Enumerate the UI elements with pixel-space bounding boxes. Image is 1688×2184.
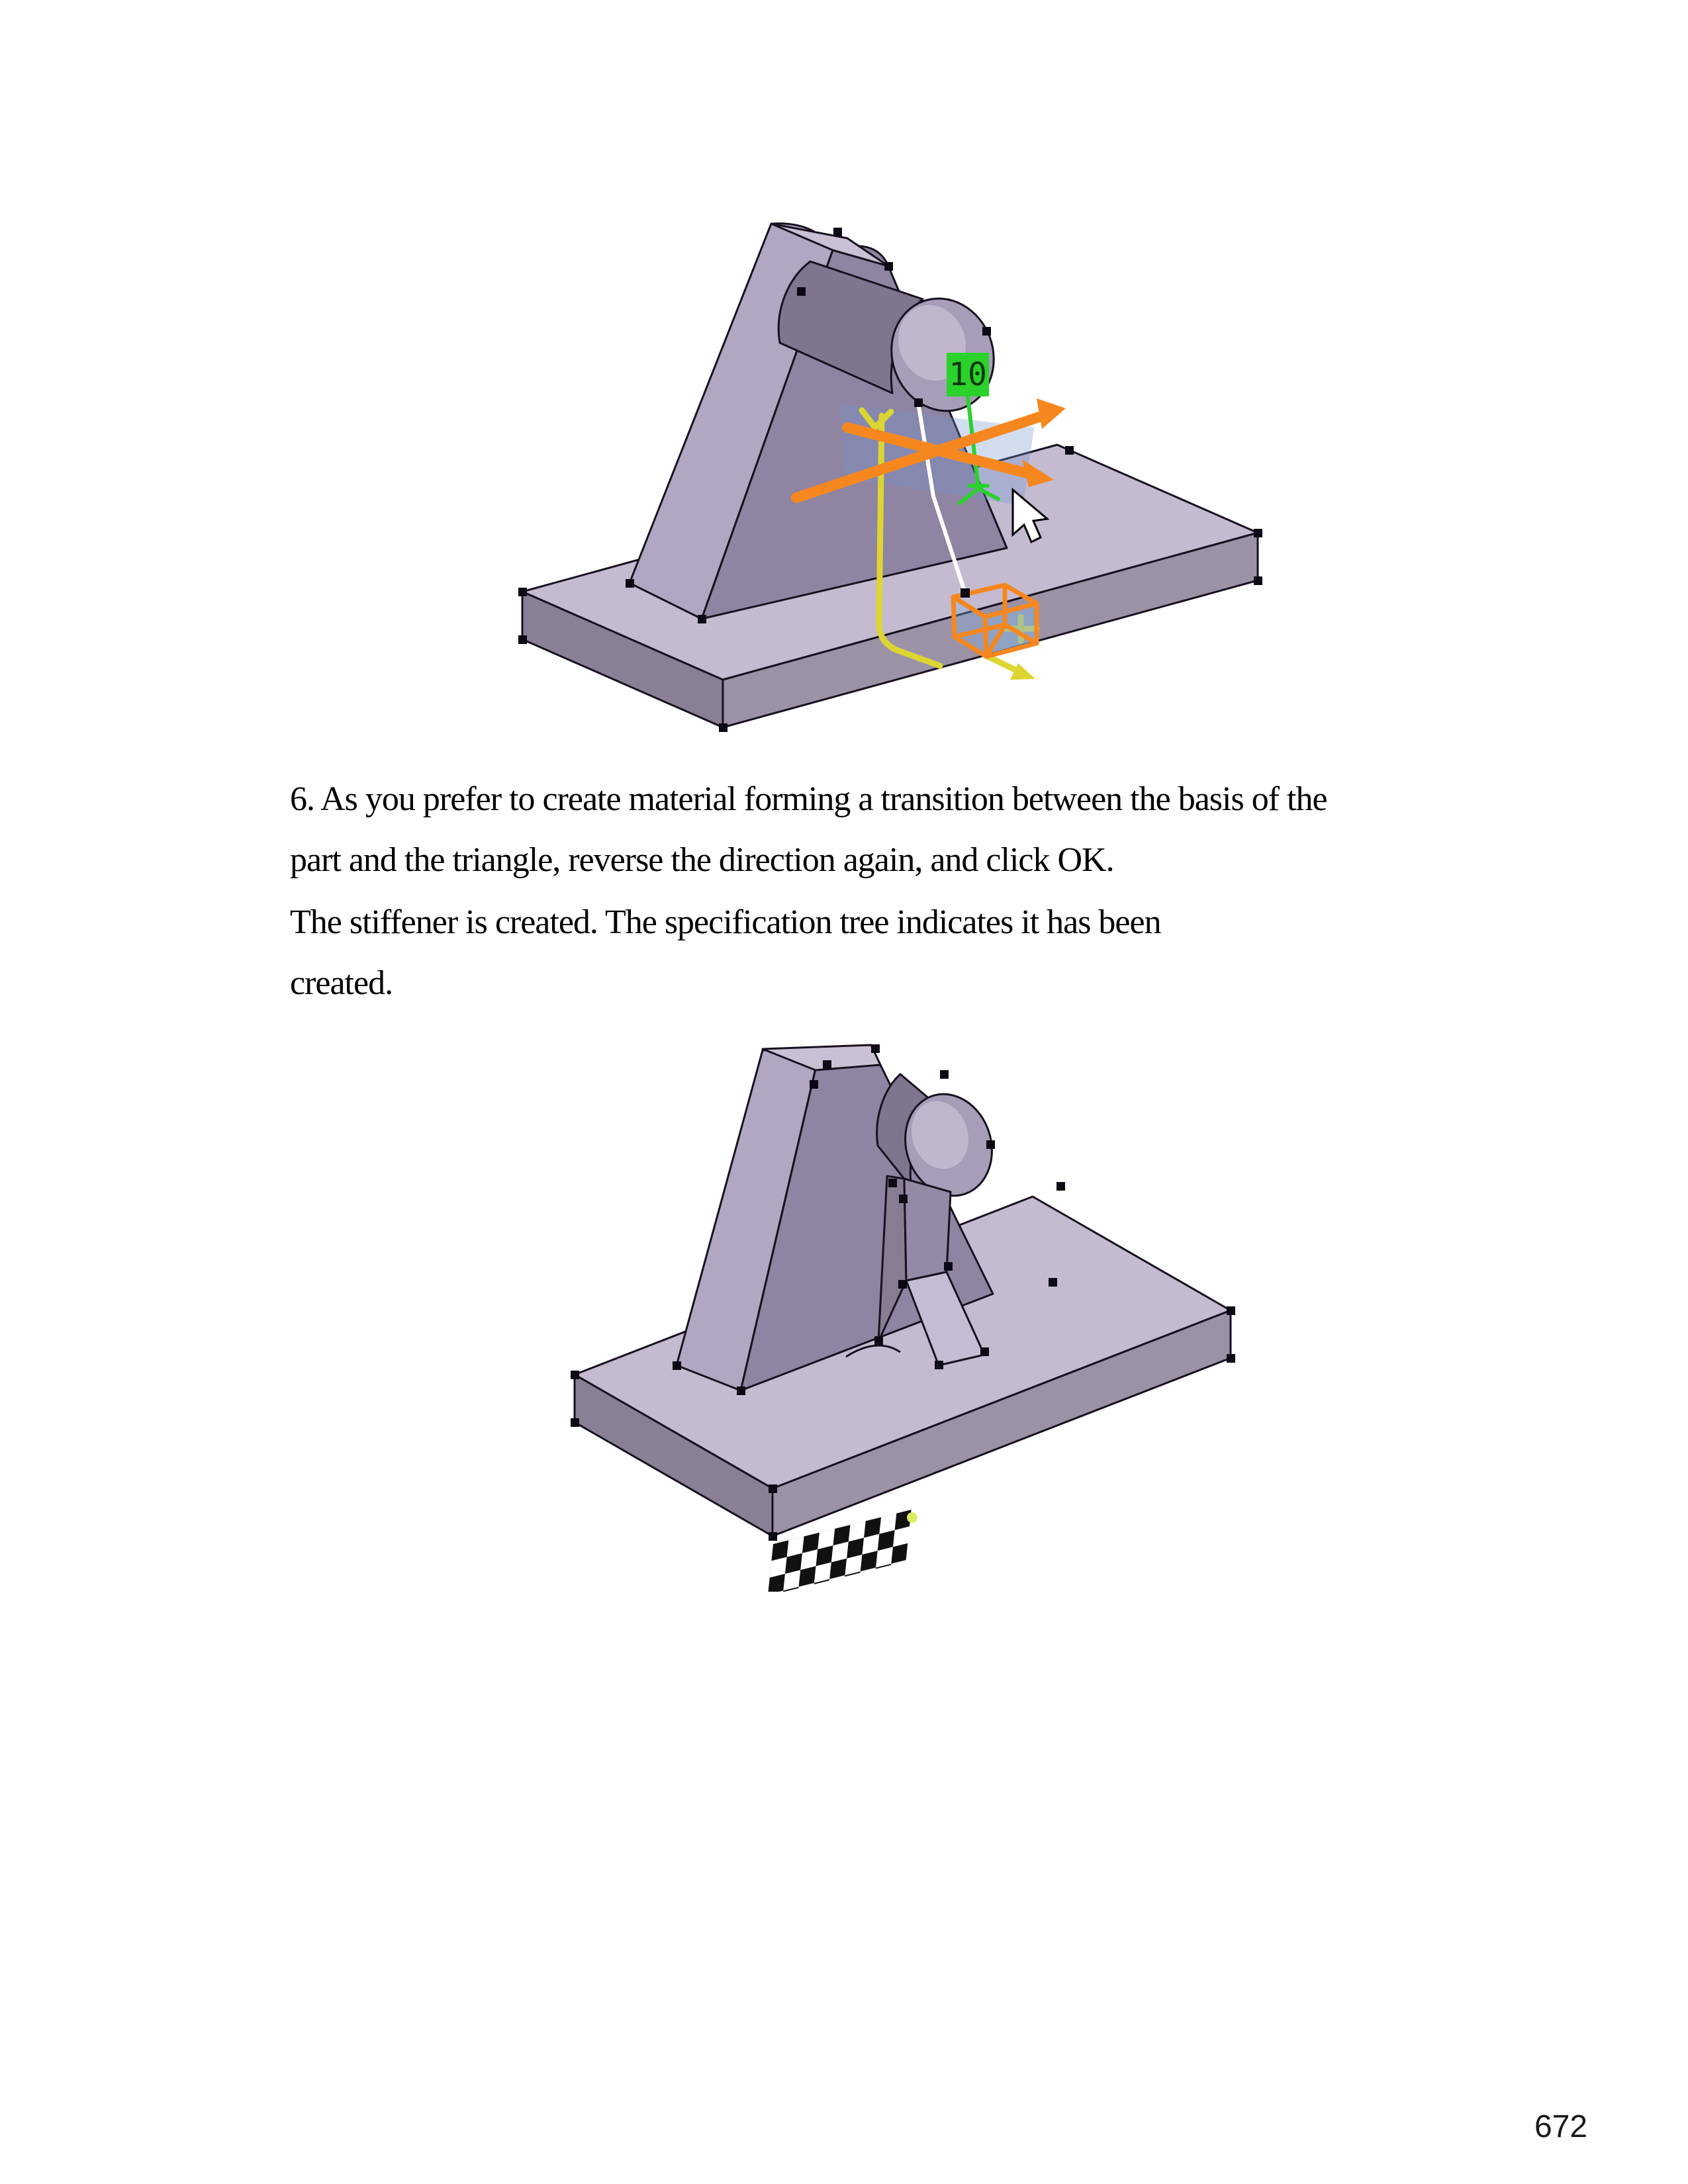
figure2-canvas xyxy=(530,1003,1258,1592)
step-instruction-line-2: part and the triangle, reverse the direction again, and click OK. xyxy=(290,841,1114,879)
result-note-line-2: created. xyxy=(290,964,393,1002)
figure1-canvas xyxy=(477,192,1271,735)
manipulator-vertex-dot xyxy=(961,588,970,598)
result-note xyxy=(290,892,1161,1014)
figure-stiffener-preview xyxy=(477,192,1271,735)
figure-stiffener-created xyxy=(530,1003,1258,1592)
page-number: 672 xyxy=(1534,2109,1588,2144)
step-instruction xyxy=(290,769,1327,891)
result-note-line-1: The stiffener is created. The specification tree indicates it has been xyxy=(290,903,1161,941)
target-point-dot xyxy=(907,1512,917,1523)
dimension-value-label[interactable] xyxy=(947,353,989,396)
dimension-value-text: 10 xyxy=(949,356,987,393)
step-instruction-line-1: 6. As you prefer to create material forming a transition between the basis of the xyxy=(290,780,1327,818)
